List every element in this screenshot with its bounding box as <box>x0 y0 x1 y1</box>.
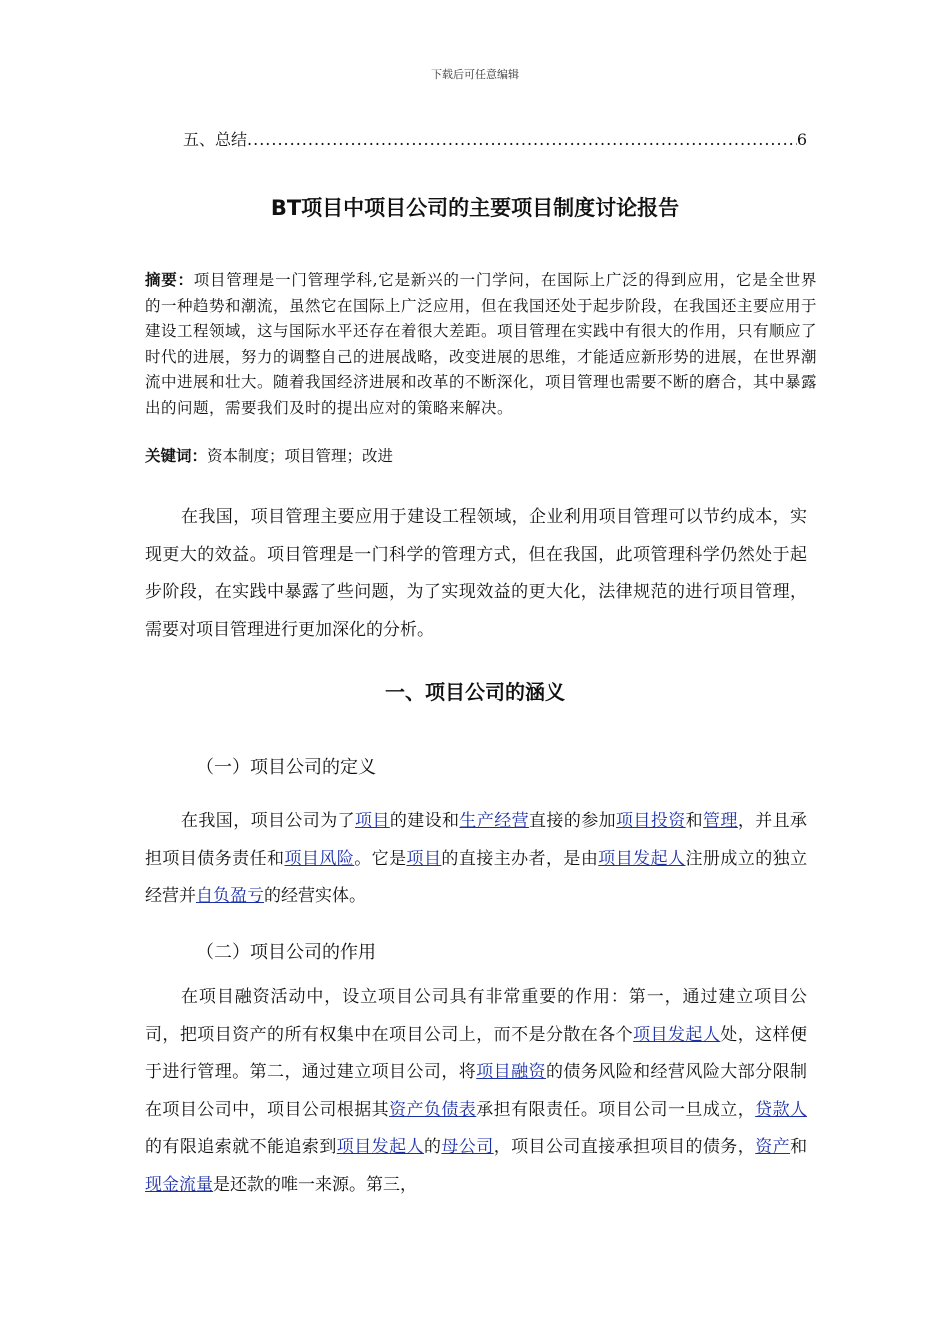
paragraph-text: 的经营实体。 <box>264 886 366 906</box>
paragraph-text: 的有限追索就不能追索到 <box>145 1137 337 1157</box>
intro-paragraph: 在我国，项目管理主要应用于建设工程领域，企业利用项目管理可以节约成本，实现更大的效益。项目管理是一门科学的管理方式，但在我国，此项管理科学仍然处于起步阶段，在实践中暴露了些问题，为了实现效益的更大化，法律规范的进行项目管理，需要对项目管理进行更加深化的分析。 <box>145 507 807 640</box>
paragraph-text: 处，这样便于进行管理。第二，通过建立项目公司，将 <box>145 1024 808 1082</box>
hyperlink[interactable]: 自负盈亏 <box>196 886 264 906</box>
paragraph-text: 在项目融资活动中，设立项目公司具有非常重要的作用：第一，通过建立项目公司，把项目资产的所有权集中在项目公司上，而不是分散在各个 <box>145 987 807 1045</box>
abstract-text: 项目管理是一门管理学科,它是新兴的一门学问，在国际上广泛的得到应用，它是全世界的一种趋势和潮流，虽然它在国际上广泛应用，但在我国还处于起步阶段，在我国还主要应用于建设工程领域，这与国际水平还存在着很大差距。项目管理在实践中有很大的作用，只有顺应了时代的进展，努力的调整自己的进展战略，改变进展的思维，才能适应新形势的进展，在世界潮流中进展和壮大。随着我国经济进展和改革的不断深化，项目管理也需要不断的磨合，其中暴露出的问题，需要我们及时的提出应对的策略来解决。 <box>145 271 818 417</box>
paragraph-text: 。它是 <box>354 848 407 869</box>
hyperlink[interactable]: 资产 <box>755 1137 791 1157</box>
paragraph-text: 在我国，项目公司为了 <box>181 811 355 831</box>
hyperlink[interactable]: 项目发起人 <box>336 1137 424 1157</box>
paragraph-text: 的直接主办者，是由 <box>441 848 599 869</box>
keywords <box>145 444 817 470</box>
hyperlink[interactable]: 项目发起人 <box>598 848 686 869</box>
hyperlink[interactable]: 管理 <box>703 811 738 831</box>
hyperlink[interactable]: 项目发起人 <box>633 1024 721 1045</box>
abstract-label: 摘要： <box>145 271 194 289</box>
hyperlink[interactable]: 项目融资 <box>476 1062 546 1082</box>
paragraph-text: 承担有限责任。项目公司一旦成立， <box>476 1099 756 1120</box>
hyperlink[interactable]: 项目 <box>355 811 390 831</box>
hyperlink[interactable]: 母公司 <box>441 1137 494 1157</box>
hyperlink[interactable]: 资产负债表 <box>389 1099 477 1120</box>
toc-entry-label: 五、总结 <box>183 130 248 149</box>
hyperlink[interactable]: 现金流量 <box>145 1174 213 1195</box>
document-title: BT项目中项目公司的主要项目制度讨论报告 <box>270 196 680 220</box>
definition-paragraph <box>145 803 807 916</box>
toc-entry-page: 6 <box>796 130 807 149</box>
paragraph-text: ，并且承担项目债务责任和 <box>145 811 808 869</box>
subsection-heading-1: （一）项目公司的定义 <box>196 757 376 778</box>
keywords-text: 资本制度；项目管理；改进 <box>207 447 394 465</box>
toc-entry[interactable] <box>183 127 807 150</box>
paragraph-text: 注册成立的独立经营并 <box>145 848 808 906</box>
paragraph-text: 的债务风险和经营风险大部分限制在项目公司中，项目公司根据其 <box>145 1062 808 1120</box>
keywords-label: 关键词： <box>145 447 208 465</box>
hyperlink[interactable]: 项目投资 <box>616 811 686 831</box>
abstract <box>145 268 817 421</box>
paragraph-text: 直接的参加 <box>529 811 617 831</box>
header-note: 下载后可任意编辑 <box>431 68 519 81</box>
hyperlink[interactable]: 生产经营 <box>459 811 530 831</box>
paragraph-text: 和 <box>790 1137 808 1157</box>
hyperlink[interactable]: 贷款人 <box>755 1099 808 1120</box>
hyperlink[interactable]: 项目 <box>406 848 442 869</box>
section-heading-1: 一、项目公司的涵义 <box>385 680 565 704</box>
paragraph-text: 的 <box>423 1137 442 1157</box>
toc-leader-dots <box>247 130 797 149</box>
paragraph-text: ，项目公司直接承担项目的债务， <box>493 1137 756 1157</box>
role-paragraph <box>145 979 807 1204</box>
paragraph-text: 的建设和 <box>389 811 460 831</box>
paragraph-text: 和 <box>685 811 704 831</box>
paragraph-text: 是还款的唯一来源。第三， <box>213 1174 417 1195</box>
hyperlink[interactable]: 项目风险 <box>284 848 355 869</box>
subsection-heading-2: （二）项目公司的作用 <box>196 942 376 963</box>
